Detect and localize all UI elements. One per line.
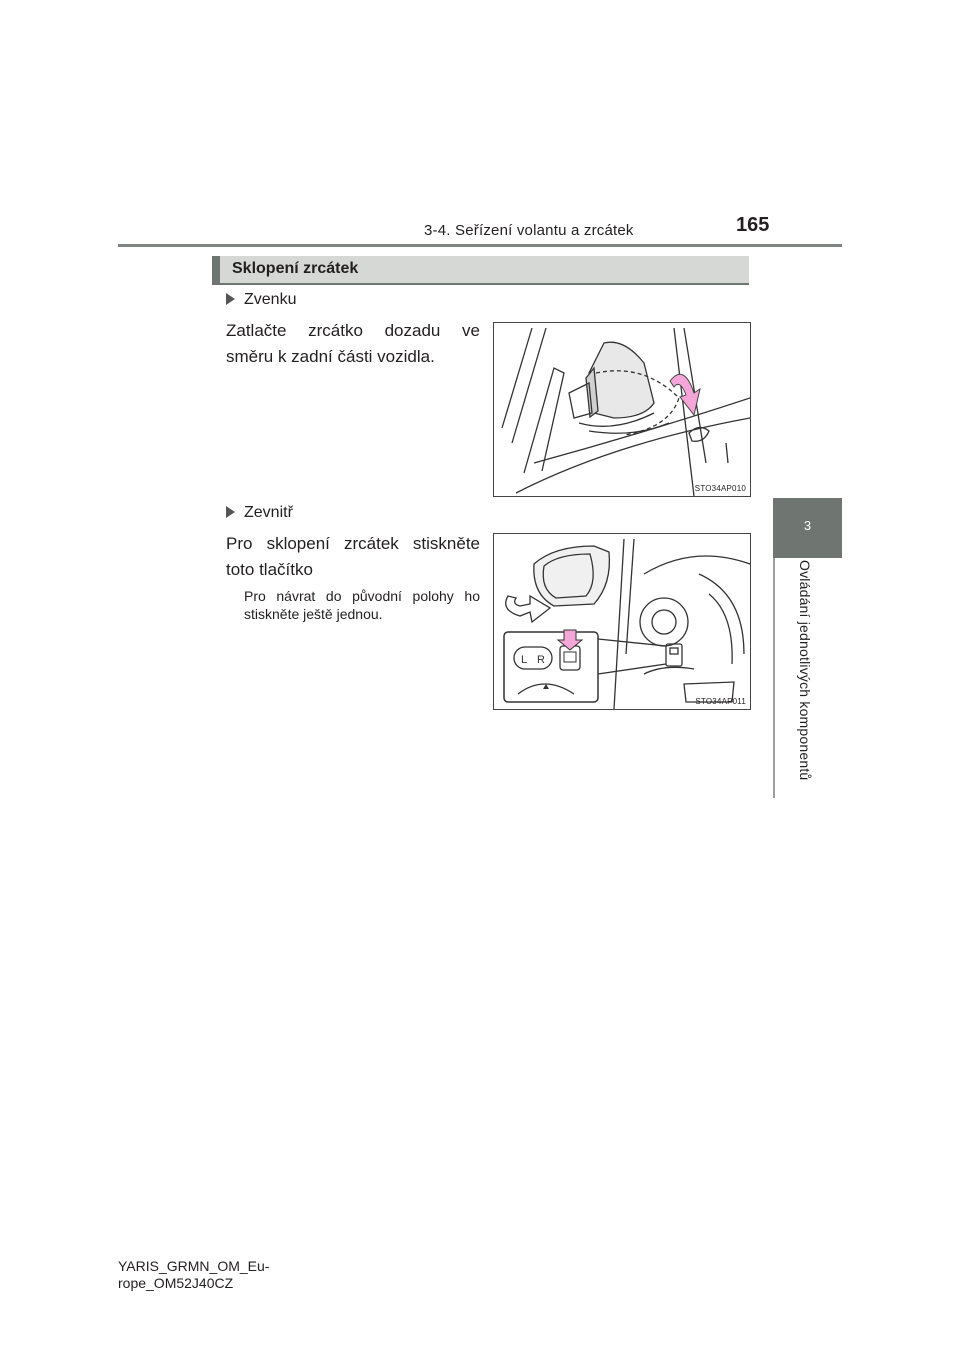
header-rule bbox=[118, 244, 842, 247]
instruction-inside: Pro sklopení zrcátek stiskněte toto tlačítko bbox=[226, 534, 480, 579]
bullet-inside bbox=[226, 504, 293, 522]
document-code-line-2: rope_OM52J40CZ bbox=[118, 1275, 234, 1291]
chapter-number: 3 bbox=[803, 518, 812, 533]
section-heading-bar bbox=[212, 256, 749, 285]
bullet-outside-label: Zvenku bbox=[244, 291, 297, 308]
triangle-bullet-icon bbox=[226, 293, 235, 305]
mirror-fold-switch-illustration bbox=[494, 534, 750, 709]
switch-left-label: L bbox=[521, 654, 528, 666]
bullet-outside bbox=[226, 291, 296, 309]
triangle-bullet-icon bbox=[226, 506, 235, 518]
bullet-inside-label: Zevnitř bbox=[244, 504, 293, 521]
instruction-outside: Zatlačte zrcátko dozadu ve směru k zadní části vozidla. bbox=[226, 321, 480, 366]
page-number: 165 bbox=[736, 214, 770, 236]
figure-inside-switch bbox=[493, 533, 751, 710]
chapter-title: Ovládání jednotlivých komponentů bbox=[797, 560, 813, 781]
chapter-tab-line bbox=[773, 558, 775, 798]
chapter-tab bbox=[773, 498, 842, 558]
section-heading: Sklopení zrcátek bbox=[232, 260, 359, 277]
section-title: 3-4. Seřízení volantu a zrcátek bbox=[424, 222, 634, 239]
document-code-line-1: YARIS_GRMN_OM_Eu- bbox=[118, 1258, 270, 1274]
switch-right-label: R bbox=[537, 654, 545, 666]
instruction-inside-note: Pro návrat do původní polohy ho stiskněte ještě jednou. bbox=[244, 588, 480, 622]
figure-code-inside: STO34AP011 bbox=[695, 697, 746, 706]
figure-code-outside: STO34AP010 bbox=[694, 484, 746, 493]
document-code bbox=[118, 1258, 269, 1292]
figure-outside-mirror bbox=[493, 322, 751, 497]
outside-mirror-illustration bbox=[494, 323, 750, 496]
